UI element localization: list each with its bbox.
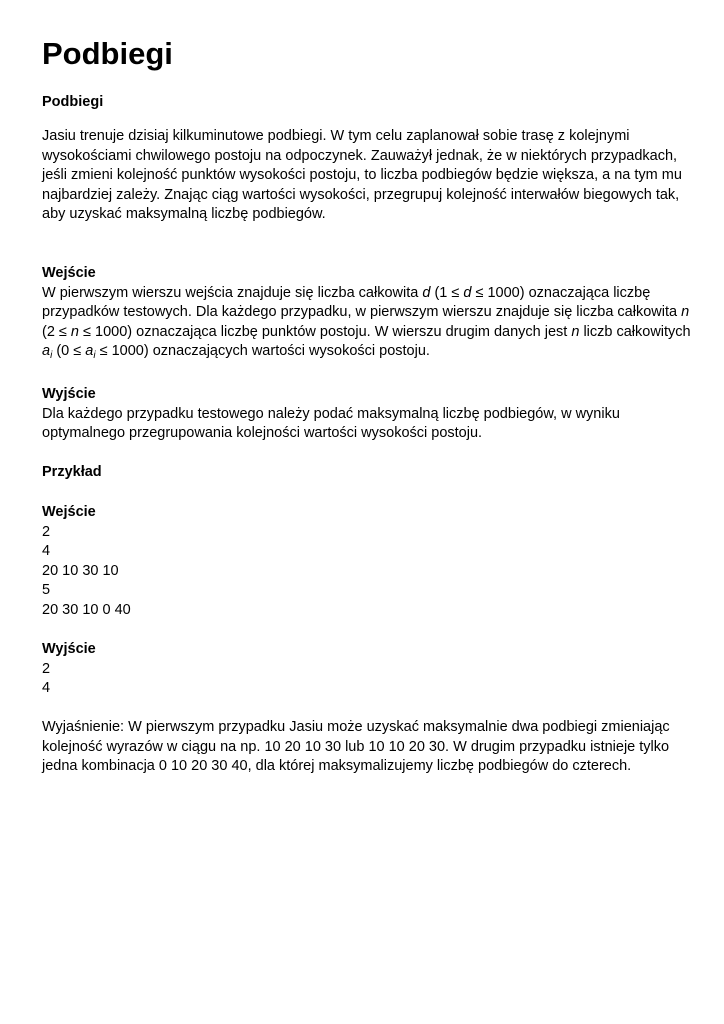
problem-subtitle: Podbiegi: [42, 94, 104, 110]
output-heading: Wyjście: [42, 386, 96, 402]
example-heading: Przykład: [42, 464, 102, 480]
example-input-heading: Wejście: [42, 504, 96, 520]
example-output-line: 2: [42, 660, 51, 677]
intro-paragraph: Jasiu trenuje dzisiaj kilkuminutowe podbiegi. W tym celu zaplanował sobie trasę z kolejnymi wysokościami chwilowego postoju na odpoczynek. Zauważył jednak, że w niektórych przypadkach, jeśli zmieni kolejność punktów wysokości postoju, to liczba podbiegów będzie większa, a na tym mu najbardziej zależy. Znając ciąg wartości wysokości, przegrupuj kolejność interwałów biegowych tak, aby uzyskać maksymalną liczbę podbiegów.: [42, 128, 682, 222]
input-description: W pierwszym wierszu wejścia znajduje się liczba całkowita d (1 ≤ d ≤ 1000) oznaczająca liczbę przypadków testowych. Dla każdego przypadku, w pierwszym wierszu znajduje się liczba całkowita n (2 ≤ n ≤ 1000) oznaczająca liczbę punktów postoju. W wierszu drugim danych jest n liczb całkowitych $a_i$ $(0 \le a_i \le 1000)$ oznaczających wartości wysokości postoju.: [42, 284, 691, 361]
example-input-line: 4: [42, 543, 51, 559]
page-title: Podbiegi: [42, 36, 173, 71]
example-input-line: 20 10 30 10: [42, 562, 119, 579]
example-output-line: 4: [42, 680, 51, 696]
example-input-line: 5: [42, 582, 51, 598]
example-input: [42, 503, 692, 620]
example-output-heading: Wyjście: [42, 641, 96, 657]
example-input-line: 20 30 10 0 40: [42, 601, 131, 618]
input-heading: Wejście: [42, 265, 96, 281]
input-section: [42, 264, 692, 362]
output-section: [42, 385, 692, 444]
output-description: Dla każdego przypadku testowego należy podać maksymalną liczbę podbiegów, w wyniku optymalnego przegrupowania kolejności wartości wysokości postoju.: [42, 405, 620, 441]
explanation-paragraph: Wyjaśnienie: W pierwszym przypadku Jasiu może uzyskać maksymalnie dwa podbiegi zmieniając kolejność wyrazów w ciągu na np. 10 20 10 30 lub 10 10 20 30. W drugim przypadku istnieje tylko jedna kombinacja 0 10 20 30 40, dla której maksymalizujemy liczbę podbiegów do czterech.: [42, 719, 670, 774]
example-input-line: 2: [42, 523, 51, 540]
example-output: [42, 640, 692, 699]
